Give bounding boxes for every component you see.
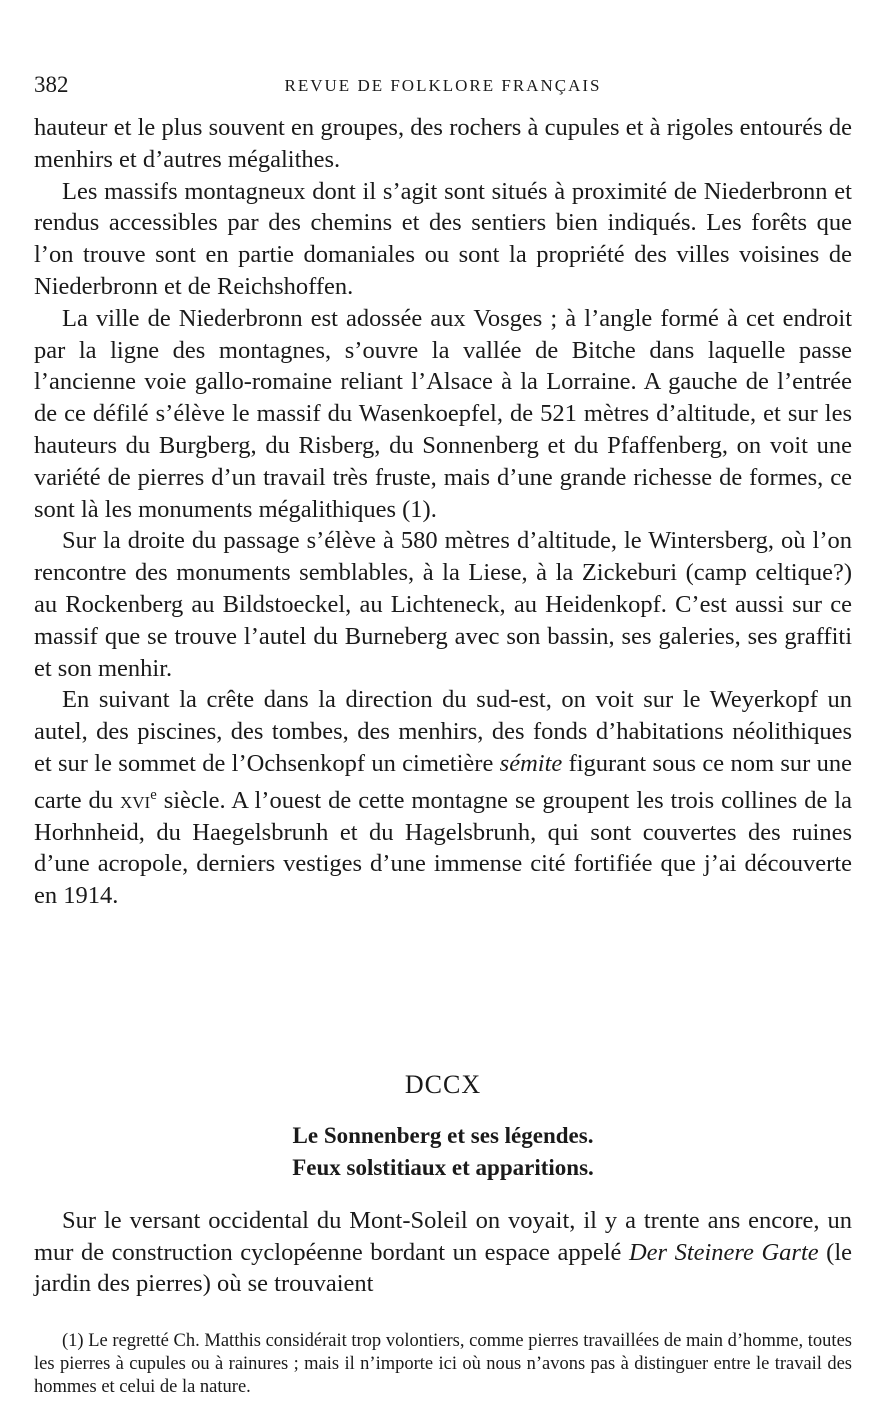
section-body-text-1: Sur le versant occidental du Mont-Soleil on voyait, il y a trente ans encore, un mur de construction cyclopéenne bordant un espace appelé bbox=[34, 1207, 852, 1266]
paragraph-weyerkopf bbox=[34, 684, 852, 912]
paragraph-weyerkopf-text-3: siècle. A l’ouest de cette montagne se groupent les trois collines de la Horhnheid, du Haegelsbrunh et du Hagelsbrunh, qui sont couvertes des ruines d’une acropole, derniers vestiges d’une immense cité fortifiée que j’ai découverte en 1914. bbox=[34, 786, 852, 910]
paragraph-continuation: hauteur et le plus souvent en groupes, des rochers à cupules et à rigoles entourés de menhirs et d’autres mégalithes. bbox=[34, 114, 852, 173]
paragraph-wintersberg: Sur la droite du passage s’élève à 580 mètres d’altitude, le Wintersberg, où l’on rencontre des monuments semblables, à la Liese, à la Zickeburi (camp celtique?) au Rockenberg au Bildstoeckel, au Lichteneck, au Heidenkopf. C’est aussi sur ce massif que se trouve l’autel du Burneberg avec son bassin, ses galeries, ses graffiti et son menhir. bbox=[34, 527, 852, 682]
page-number: 382 bbox=[34, 72, 69, 97]
paragraph-weyerkopf-text-2: figurant sous ce nom sur une carte du bbox=[34, 749, 852, 814]
paragraph-niederbronn: La ville de Niederbronn est adossée aux Vosges ; à l’angle formé à cet endroit par la ligne des montagnes, s’ouvre la vallée de Bitche dans laquelle passe l’ancienne voie gallo-romaine reliant l’Alsace à la Lorraine. A gauche de l’entrée de ce défilé s’élève le massif du Wasenkoepfel, de 521 mètres d’altitude, et sur les hauteurs du Burgberg, du Risberg, du Sonnenberg et du Pfaffenberg, on voit une variété de pierres d’un travail très fruste, mais d’une grande richesse de formes, ce sont là les monuments mégalithiques (1). bbox=[34, 304, 852, 523]
section-body-text-2: (le jardin des pierres) où se trouvaient bbox=[34, 1238, 852, 1297]
section-body-paragraph bbox=[34, 1205, 852, 1300]
section-title bbox=[34, 1120, 852, 1184]
italic-place-name: Der Steinere Garte bbox=[628, 1238, 819, 1266]
section-number: DCCX bbox=[404, 1070, 482, 1099]
century-numeral: xvi bbox=[120, 786, 151, 814]
running-head bbox=[34, 70, 852, 104]
footnote: (1) Le regretté Ch. Matthis considérait trop volontiers, comme pierres travaillées de main d’homme, toutes les pierres à cupules ou à rainures ; mais il n’importe ici où nous n’avons pas à distinguer entre le travail des hommes et celui de la nature. bbox=[34, 1331, 852, 1397]
italic-word-semite: sémite bbox=[499, 749, 563, 777]
paragraph-weyerkopf-text-1: En suivant la crête dans la direction du sud-est, on voit sur le Weyerkopf un autel, des piscines, des tombes, des menhirs, des fonds d’habitations néolithiques et sur le sommet de l’Ochsenkopf un cimetière bbox=[34, 686, 852, 777]
body-text bbox=[34, 112, 852, 912]
document-page bbox=[34, 0, 852, 1422]
section-title-line-1: Le Sonnenberg et ses légendes. bbox=[292, 1123, 594, 1148]
paragraph-massifs: Les massifs montagneux dont il s’agit sont situés à proximité de Niederbronn et rendus accessibles par des chemins et des sentiers bien indiqués. Les forêts que l’on trouve sont en partie domaniales ou sont la propriété des villes voisines de Niederbronn et de Reichshoffen. bbox=[34, 177, 852, 300]
journal-title: REVUE DE FOLKLORE FRANÇAIS bbox=[284, 76, 602, 95]
century-superscript: e bbox=[150, 786, 157, 803]
section-title-line-2: Feux solstitiaux et apparitions. bbox=[292, 1155, 594, 1180]
